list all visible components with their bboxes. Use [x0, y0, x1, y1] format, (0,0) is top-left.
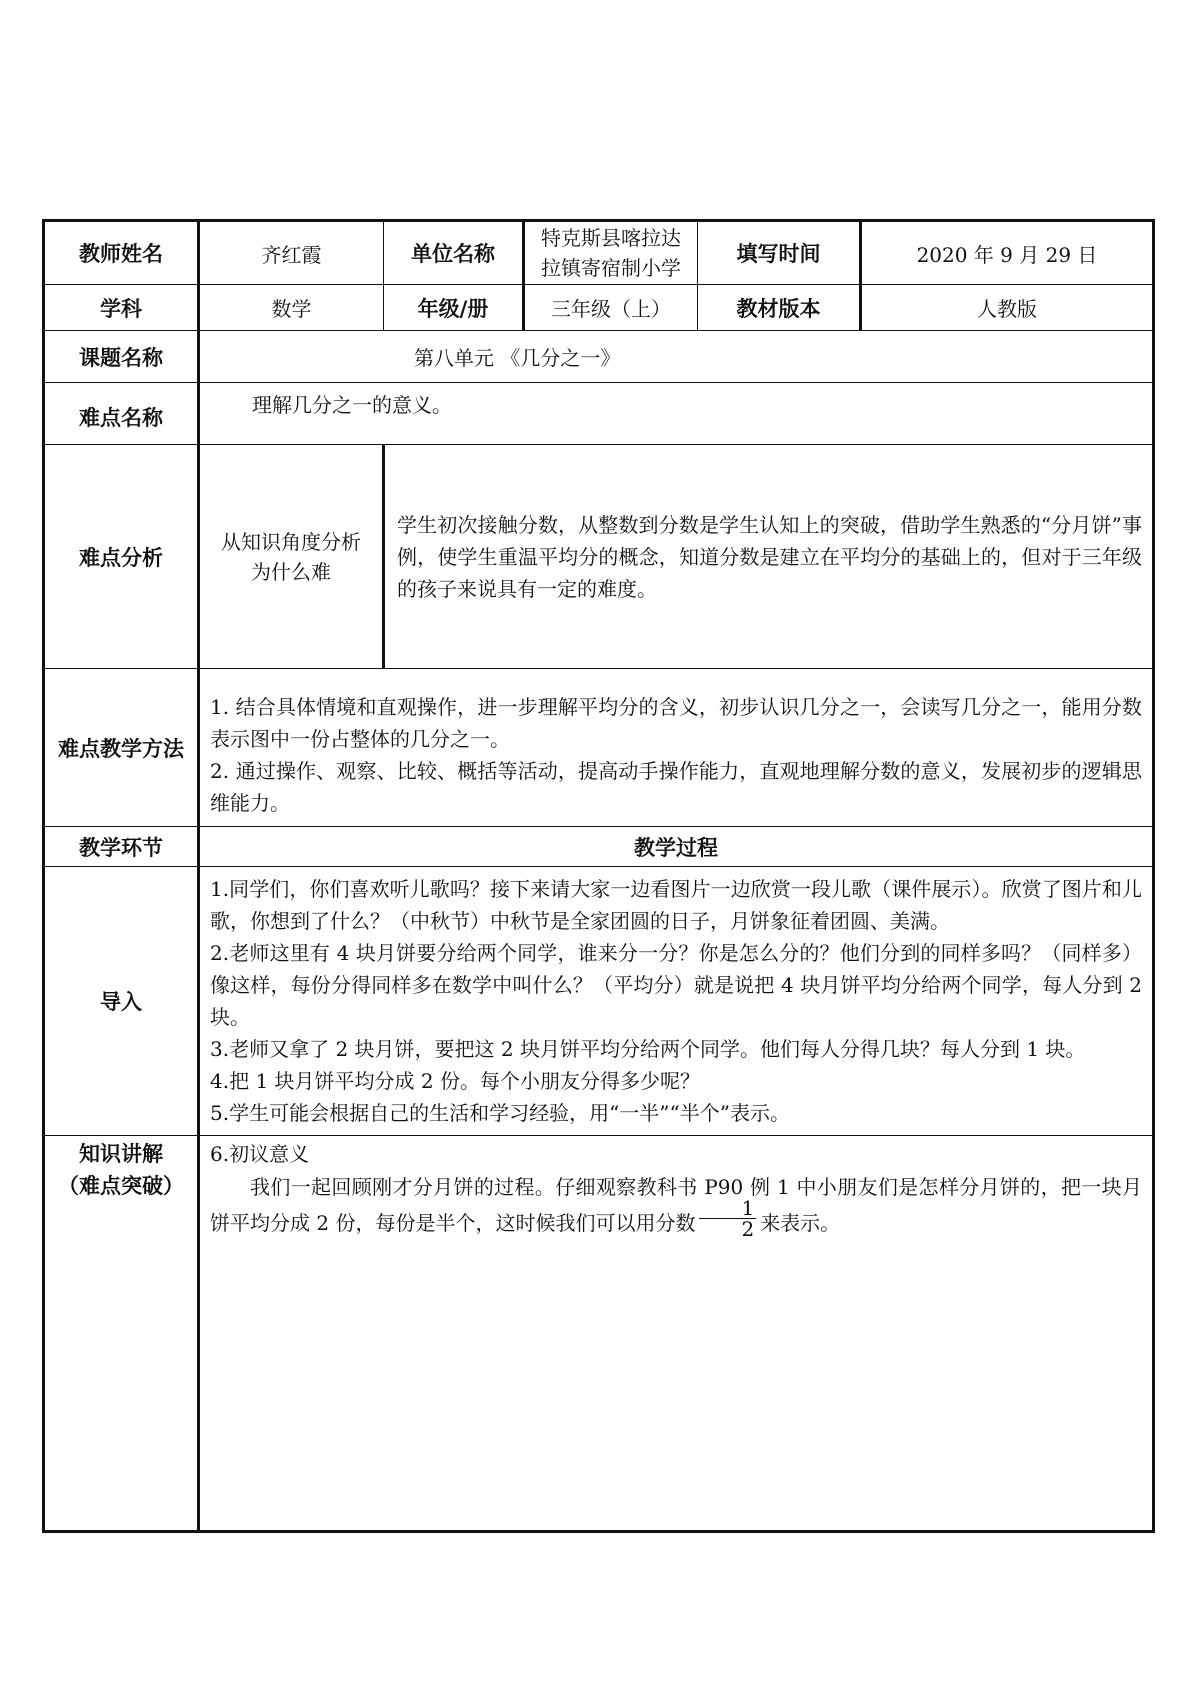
analysis-sub-label-line2: 为什么难 — [251, 559, 331, 584]
fraction-one-half — [699, 1198, 756, 1239]
intro-paragraph-4: 4.把 1 块月饼平均分成 2 份。每个小朋友分得多少呢？ — [210, 1069, 700, 1093]
fraction-denominator: 2 — [741, 1217, 755, 1241]
analysis-sub-label — [199, 445, 384, 669]
edition-value: 人教版 — [861, 285, 1154, 331]
knowledge-content — [199, 1136, 1154, 1532]
unit-name-value — [524, 221, 698, 285]
teaching-method-content — [199, 669, 1154, 827]
analysis-text: 学生初次接触分数，从整数到分数是学生认知上的突破，借助学生熟悉的“分月饼”事例，使学生重温平均分的概念，知道分数是建立在平均分的基础上的，但对于三年级的孩子来说具有一定的难度。 — [384, 445, 1154, 669]
grade-value: 三年级（上） — [524, 285, 698, 331]
fill-date-value: 2020 年 9 月 29 日 — [861, 221, 1154, 285]
intro-label: 导入 — [44, 867, 199, 1136]
difficulty-name-value: 理解几分之一的意义。 — [199, 383, 1154, 445]
subject-label: 学科 — [44, 285, 199, 331]
intro-paragraph-3: 3.老师又拿了 2 块月饼，要把这 2 块月饼平均分给两个同学。他们每人分得几块？每人分到 1 块。 — [210, 1037, 1086, 1061]
difficulty-analysis-label: 难点分析 — [44, 445, 199, 669]
knowledge-paragraph — [210, 1170, 1142, 1245]
teacher-name-label: 教师姓名 — [44, 221, 199, 285]
intro-content — [199, 867, 1154, 1136]
lesson-plan-sheet — [42, 219, 1152, 1533]
topic-value: 第八单元 《几分之一》 — [199, 331, 1154, 383]
knowledge-title: 6.初议意义 — [210, 1142, 310, 1166]
difficulty-name-label: 难点名称 — [44, 383, 199, 445]
knowledge-label-line2: （难点突破） — [58, 1174, 184, 1198]
topic-label: 课题名称 — [44, 331, 199, 383]
knowledge-text: 我们一起回顾刚才分月饼的过程。仔细观察教科书 P90 例 1 中小朋友们是怎样分月饼的，把一块月饼平均分成 2 份，每份是半个，这时候我们可以用分数 — [210, 1175, 1142, 1235]
teaching-method-label: 难点教学方法 — [44, 669, 199, 827]
unit-name-line1: 特克斯县喀拉达 — [541, 226, 681, 250]
fill-date-label: 填写时间 — [698, 221, 861, 285]
teaching-stage-header: 教学环节 — [44, 827, 199, 867]
unit-name-label: 单位名称 — [384, 221, 524, 285]
method-item-1: 1. 结合具体情境和直观操作，进一步理解平均分的含义，初步认识几分之一，会读写几分之一，能用分数表示图中一份占整体的几分之一。 — [210, 694, 1142, 751]
intro-paragraph-5: 5.学生可能会根据自己的生活和学习经验，用“一半”“半个”表示。 — [210, 1101, 790, 1125]
subject-value: 数学 — [199, 285, 384, 331]
analysis-sub-label-line1: 从知识角度分析 — [221, 529, 361, 554]
method-item-2: 2. 通过操作、观察、比较、概括等活动，提高动手操作能力，直观地理解分数的意义，发展初步的逻辑思维能力。 — [210, 758, 1142, 815]
edition-label: 教材版本 — [698, 285, 861, 331]
knowledge-label-line1: 知识讲解 — [79, 1142, 163, 1166]
teaching-process-header: 教学过程 — [199, 827, 1154, 867]
fraction-numerator: 1 — [699, 1198, 756, 1219]
teacher-name-value: 齐红霞 — [199, 221, 384, 285]
lesson-plan-table — [42, 219, 1155, 1533]
knowledge-tail: 来表示。 — [760, 1211, 841, 1235]
knowledge-label — [44, 1136, 199, 1532]
unit-name-line2: 拉镇寄宿制小学 — [541, 256, 681, 280]
intro-paragraph-2: 2.老师这里有 4 块月饼要分给两个同学，谁来分一分？你是怎么分的？他们分到的同样多吗？（同样多）像这样，每份分得同样多在数学中叫什么？（平均分）就是说把 4 块月饼平均分给两个同学，每人分到 2 块。 — [210, 941, 1142, 1029]
intro-paragraph-1: 1.同学们，你们喜欢听儿歌吗？接下来请大家一边看图片一边欣赏一段儿歌（课件展示）。欣赏了图片和儿歌，你想到了什么？（中秋节）中秋节是全家团圆的日子，月饼象征着团圆、美满。 — [210, 877, 1142, 933]
grade-label: 年级/册 — [384, 285, 524, 331]
